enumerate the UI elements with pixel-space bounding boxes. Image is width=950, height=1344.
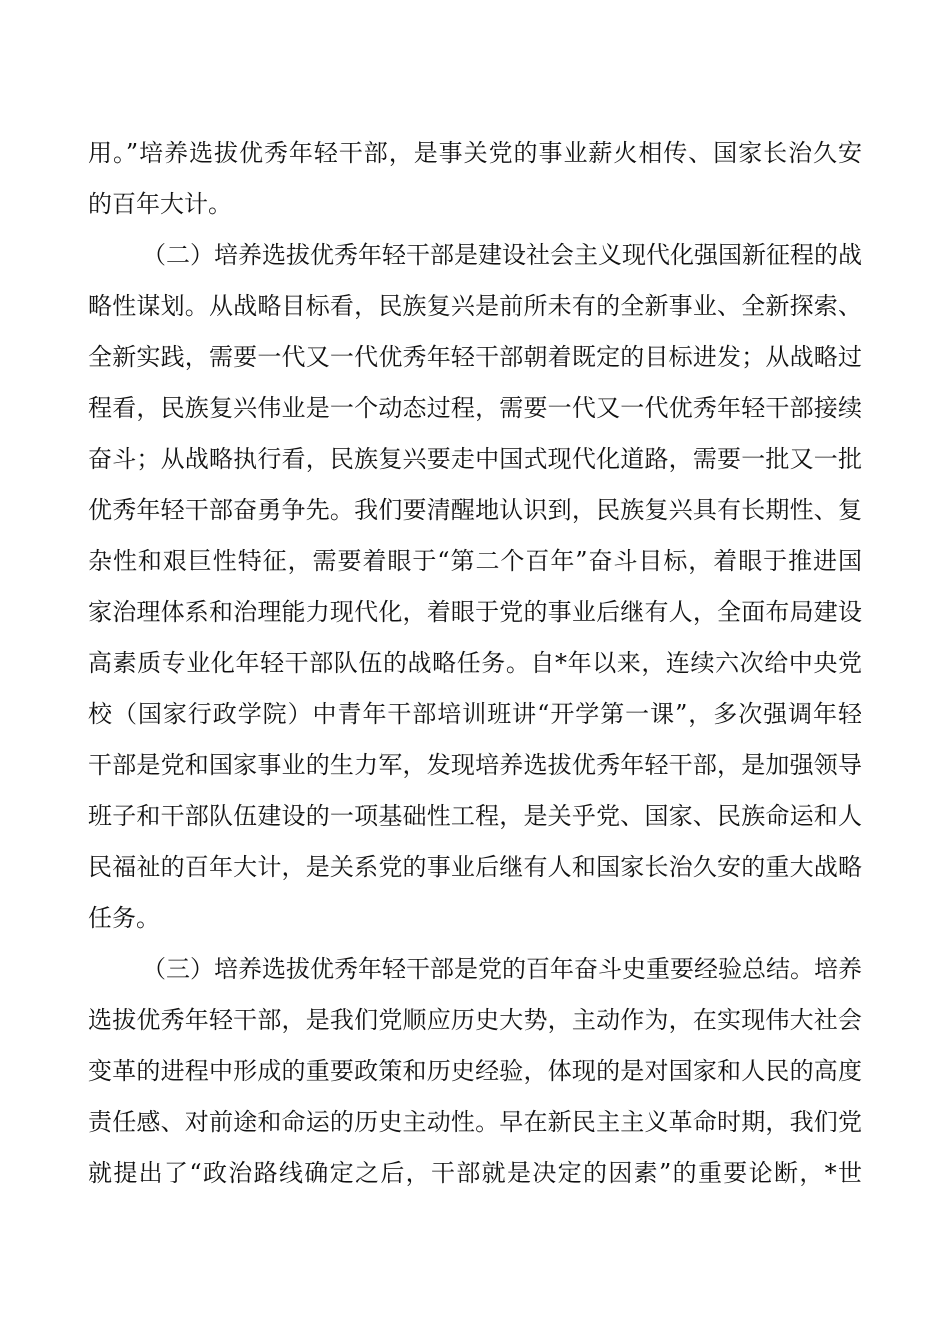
paragraph-start-line: （二）培养选拔优秀年轻干部是建设社会主义现代化强国新征程的战 [142, 241, 862, 269]
text-line: 家治理体系和治理能力现代化，着眼于党的事业后继有人，全面布局建设 [88, 598, 862, 626]
text-line: 变革的进程中形成的重要政策和历史经验，体现的是对国家和人民的高度 [88, 1057, 862, 1085]
text-line: 杂性和艰巨性特征，需要着眼于“第二个百年”奋斗目标，着眼于推进国 [88, 547, 862, 575]
text-line: 用。”培养选拔优秀年轻干部，是事关党的事业薪火相传、国家长治久安 [88, 139, 862, 167]
paragraph-start-line: （三）培养选拔优秀年轻干部是党的百年奋斗史重要经验总结。培养 [142, 955, 862, 983]
text-line: 略性谋划。从战略目标看，民族复兴是前所未有的全新事业、全新探索、 [88, 292, 862, 320]
text-line: 任务。 [88, 904, 160, 932]
text-line: 校（国家行政学院）中青年干部培训班讲“开学第一课”，多次强调年轻 [88, 700, 862, 728]
text-line: 的百年大计。 [88, 190, 232, 218]
document-body [88, 128, 862, 1199]
text-line: 选拔优秀年轻干部，是我们党顺应历史大势，主动作为，在实现伟大社会 [88, 1006, 862, 1034]
text-line: 责任感、对前途和命运的历史主动性。早在新民主主义革命时期，我们党 [88, 1108, 862, 1136]
text-line: 班子和干部队伍建设的一项基础性工程，是关乎党、国家、民族命运和人 [88, 802, 862, 830]
text-line: 干部是党和国家事业的生力军，发现培养选拔优秀年轻干部，是加强领导 [88, 751, 862, 779]
text-line: 程看，民族复兴伟业是一个动态过程，需要一代又一代优秀年轻干部接续 [88, 394, 862, 422]
text-line: 优秀年轻干部奋勇争先。我们要清醒地认识到，民族复兴具有长期性、复 [88, 496, 862, 524]
text-line: 奋斗；从战略执行看，民族复兴要走中国式现代化道路，需要一批又一批 [88, 445, 862, 473]
text-line: 民福祉的百年大计，是关系党的事业后继有人和国家长治久安的重大战略 [88, 853, 862, 881]
text-line: 全新实践，需要一代又一代优秀年轻干部朝着既定的目标进发；从战略过 [88, 343, 862, 371]
text-line: 高素质专业化年轻干部队伍的战略任务。自*年以来，连续六次给中央党 [88, 649, 862, 677]
text-line: 就提出了“政治路线确定之后，干部就是决定的因素”的重要论断，*世 [88, 1159, 862, 1187]
